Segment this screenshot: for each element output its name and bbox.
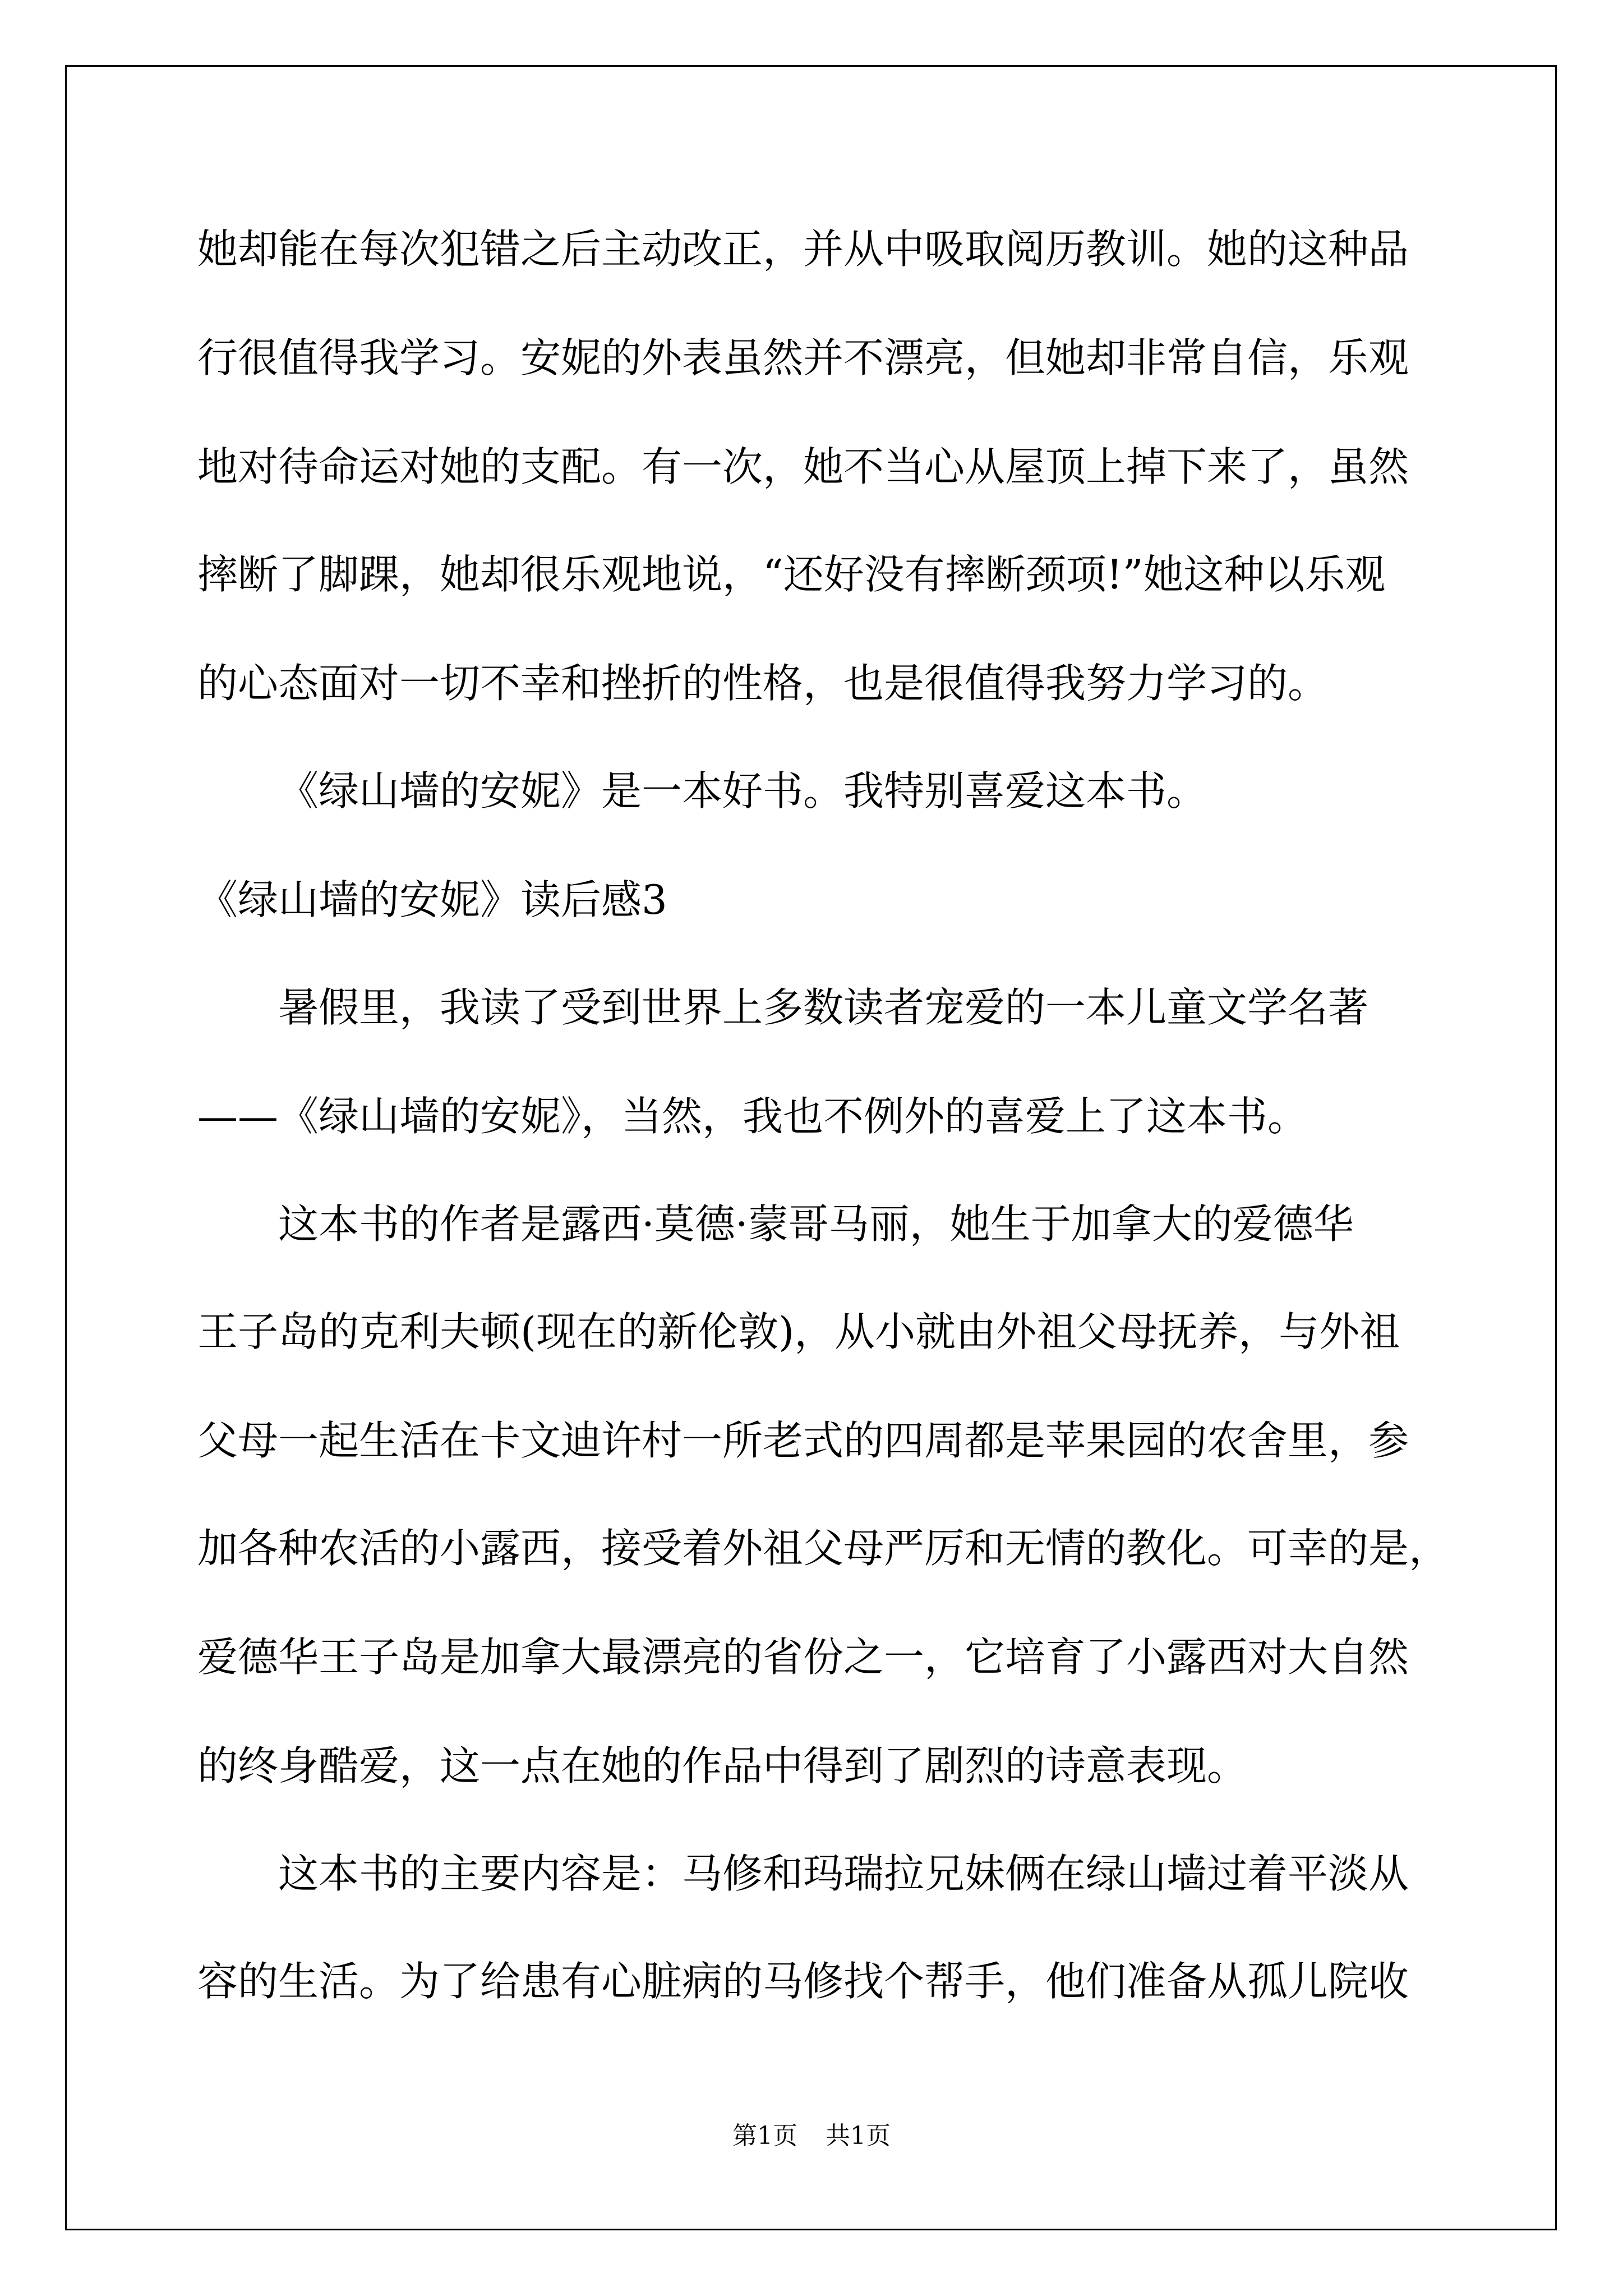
page-total: 共1页 xyxy=(826,2122,891,2150)
body-line: 这本书的作者是露西·莫德·蒙哥马丽，她生于加拿大的爱德华 xyxy=(278,1200,1354,1248)
body-line: 这本书的主要内容是：马修和玛瑞拉兄妹俩在绿山墙过着平淡从 xyxy=(278,1850,1409,1897)
page-number: 第1页 xyxy=(732,2122,797,2150)
body-line: 爱德华王子岛是加拿大最漂亮的省份之一，它培育了小露西对大自然 xyxy=(197,1634,1409,1681)
body-line: 容的生活。为了给患有心脏病的马修找个帮手，他们准备从孤儿院收 xyxy=(197,1958,1409,2005)
body-line: 行很值得我学习。安妮的外表虽然并不漂亮，但她却非常自信，乐观 xyxy=(197,334,1409,381)
body-line: 父母一起生活在卡文迪许村一所老式的四周都是苹果园的农舍里，参 xyxy=(197,1417,1409,1464)
body-line: 王子岛的克利夫顿(现在的新伦敦)，从小就由外祖父母抚养，与外祖 xyxy=(197,1308,1400,1355)
body-line: 加各种农活的小露西，接受着外祖父母严厉和无情的教化。可幸的是， xyxy=(197,1525,1450,1572)
body-line: 摔断了脚踝，她却很乐观地说，“还好没有摔断颈项!”她这种以乐观 xyxy=(197,551,1386,598)
page-border xyxy=(65,65,1557,2230)
page-footer xyxy=(0,2119,1623,2153)
body-line: 的终身酷爱，这一点在她的作品中得到了剧烈的诗意表现。 xyxy=(197,1742,1248,1789)
body-line: 暑假里，我读了受到世界上多数读者宠爱的一本儿童文学名著 xyxy=(278,984,1369,1031)
body-line: 她却能在每次犯错之后主动改正，并从中吸取阅历教训。她的这种品 xyxy=(197,226,1409,273)
body-line: 《绿山墙的安妮》是一本好书。我特别喜爱这本书。 xyxy=(278,767,1207,815)
section-heading: 《绿山墙的安妮》读后感3 xyxy=(197,876,667,923)
body-line: 的心态面对一切不幸和挫折的性格，也是很值得我努力学习的。 xyxy=(197,660,1329,707)
body-line: 地对待命运对她的支配。有一次，她不当心从屋顶上掉下来了，虽然 xyxy=(197,443,1409,490)
body-line: ——《绿山墙的安妮》，当然，我也不例外的喜爱上了这本书。 xyxy=(197,1093,1308,1140)
